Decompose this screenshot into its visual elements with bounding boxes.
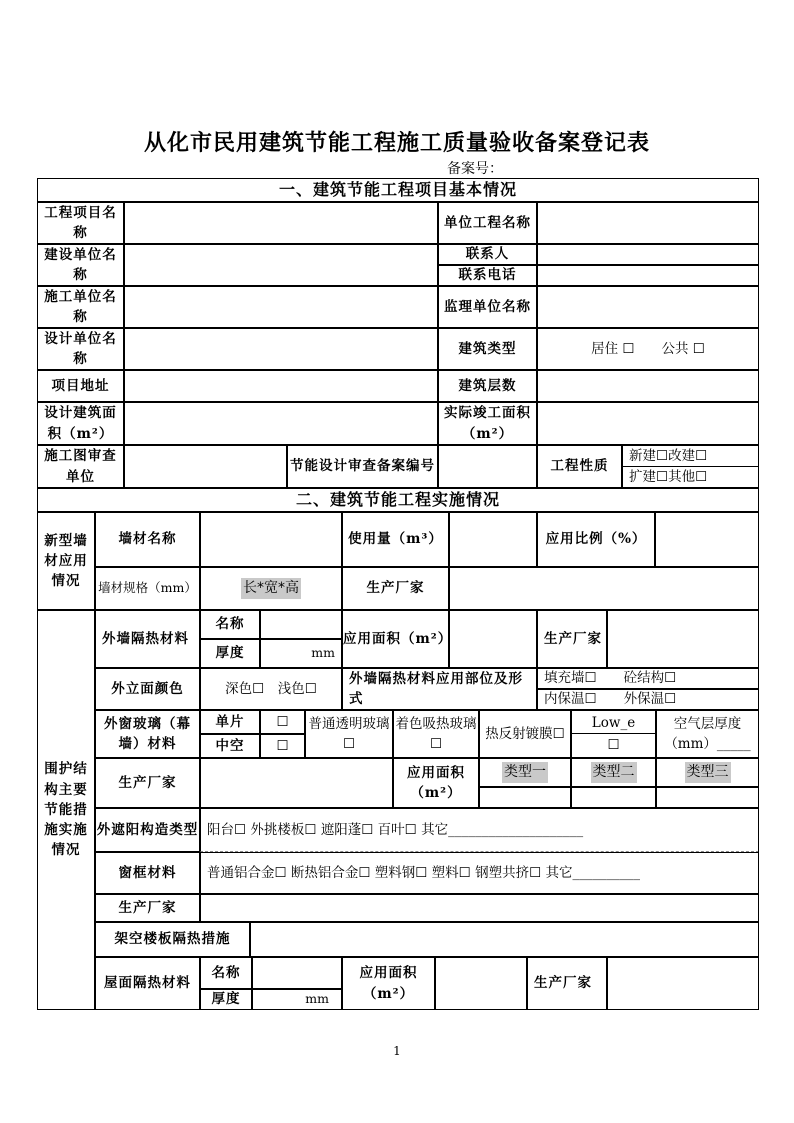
label-wall-name: 墙材名称 [95, 512, 200, 567]
label-build-unit: 建设单位名称 [37, 244, 124, 286]
field-drawing-review[interactable] [124, 445, 287, 488]
field-roof-thickness[interactable] [252, 989, 342, 1010]
field-type1-area[interactable] [479, 787, 571, 808]
field-type2-area[interactable] [571, 787, 656, 808]
field-glass-manufacturer[interactable] [200, 758, 393, 808]
label-project-nature: 工程性质 [537, 445, 622, 488]
label-building-type: 建筑类型 [438, 328, 537, 370]
air-gap-field[interactable]: 空气层厚度（mm）_____ [656, 710, 759, 758]
mm-unit: mm [311, 645, 335, 661]
label-project-name: 工程项目名称 [37, 202, 124, 244]
type1-label: 类型一 [502, 762, 548, 783]
label-actual-area: 实际竣工面积（m²） [438, 402, 537, 445]
label-insul-area: 应用面积（m²） [342, 610, 449, 668]
checkbox-hollow[interactable]: ☐ [260, 734, 305, 758]
building-type-options[interactable]: 居住 ☐ 公共 ☐ [537, 328, 759, 370]
field-wall-name[interactable] [200, 512, 342, 567]
field-contact[interactable] [537, 244, 759, 265]
label-insul-manufacturer: 生产厂家 [537, 610, 607, 668]
field-insul-name[interactable] [260, 610, 342, 639]
label-design-area: 设计建筑面积（m²） [37, 402, 124, 445]
label-usage: 使用量（m³） [342, 512, 449, 567]
label-design-unit: 设计单位名称 [37, 328, 124, 370]
label-roof-thickness: 厚度 [200, 989, 252, 1010]
label-roof-area: 应用面积（m²） [342, 957, 435, 1010]
field-construct-unit[interactable] [124, 286, 438, 328]
frame-options[interactable]: 普通铝合金☐ 断热铝合金☐ 塑料钢☐ 塑料☐ 钢塑共挤☐ 其它__________ [200, 852, 759, 894]
roof-mm-unit: mm [305, 991, 329, 1007]
field-insul-manufacturer[interactable] [607, 610, 759, 668]
label-contact: 联系人 [438, 244, 537, 265]
label-single: 单片 [200, 710, 260, 734]
field-insul-area[interactable] [449, 610, 537, 668]
field-phone[interactable] [537, 265, 759, 286]
label-glass-area: 应用面积（m²） [393, 758, 479, 808]
field-overhead[interactable] [250, 922, 759, 957]
nature-options-1[interactable]: 新建☐改建☐ [622, 445, 759, 467]
field-actual-area[interactable] [537, 402, 759, 445]
label-insul-position: 外墙隔热材料应用部位及形式 [342, 668, 537, 710]
field-insul-thickness[interactable] [260, 639, 342, 668]
field-design-unit[interactable] [124, 328, 438, 370]
field-roof-area[interactable] [435, 957, 527, 1010]
page-title: 从化市民用建筑节能工程施工质量验收备案登记表 [143, 130, 650, 156]
type3-header [656, 758, 759, 787]
field-project-name[interactable] [124, 202, 438, 244]
field-wall-manufacturer[interactable] [449, 567, 759, 610]
label-ratio: 应用比例（%） [537, 512, 655, 567]
position-options-2[interactable]: 内保温☐ 外保温☐ [537, 689, 759, 710]
label-supervise-unit: 监理单位名称 [438, 286, 537, 328]
section2-heading: 二、建筑节能工程实施情况 [37, 488, 759, 512]
type1-header [479, 758, 571, 787]
nature-options-2[interactable]: 扩建☐其他☐ [622, 466, 759, 488]
label-frame: 窗框材料 [95, 852, 200, 894]
glass-tinted-option[interactable]: 着色吸热玻璃 ☐ [393, 710, 479, 758]
field-ratio[interactable] [655, 512, 759, 567]
field-supervise-unit[interactable] [537, 286, 759, 328]
type2-header [571, 758, 656, 787]
type2-label: 类型二 [591, 762, 637, 783]
section1-heading: 一、建筑节能工程项目基本情况 [37, 178, 759, 202]
field-floors[interactable] [537, 370, 759, 402]
label-construct-unit: 施工单位名称 [37, 286, 124, 328]
field-frame-manufacturer[interactable] [200, 894, 759, 922]
checkbox-single[interactable]: ☐ [260, 710, 305, 734]
label-phone: 联系电话 [438, 265, 537, 286]
field-wall-spec[interactable] [200, 567, 342, 610]
label-floors: 建筑层数 [438, 370, 537, 402]
label-ext-insulation: 外墙隔热材料 [95, 610, 200, 668]
label-wall-manufacturer: 生产厂家 [342, 567, 449, 610]
field-address[interactable] [124, 370, 438, 402]
field-usage[interactable] [449, 512, 537, 567]
label-wall-group: 新型墙材应用情况 [37, 512, 95, 610]
label-roof-manufacturer: 生产厂家 [527, 957, 607, 1010]
label-roof-name: 名称 [200, 957, 252, 989]
glass-clear-option[interactable]: 普通透明玻璃 ☐ [305, 710, 393, 758]
label-overhead: 架空楼板隔热措施 [95, 922, 250, 957]
label-wall-spec: 墙材规格（mm） [95, 567, 200, 610]
label-drawing-review: 施工图审查单位 [37, 445, 124, 488]
page-number: 1 [393, 1044, 401, 1058]
position-options-1[interactable]: 填充墙☐ 砼结构☐ [537, 668, 759, 689]
label-glass-manufacturer: 生产厂家 [95, 758, 200, 808]
field-build-unit[interactable] [124, 244, 438, 286]
label-shading: 外遮阳构造类型 [95, 808, 200, 852]
field-roof-name[interactable] [252, 957, 342, 989]
facade-color-options[interactable]: 深色☐ 浅色☐ [200, 668, 342, 710]
wall-spec-value: 长*宽*高 [241, 578, 301, 599]
label-envelope-group: 围护结构主要节能措施实施情况 [37, 610, 95, 1010]
glass-reflective-option[interactable]: 热反射镀膜☐ [479, 710, 571, 758]
record-number-label: 备案号： [447, 161, 503, 177]
label-hollow: 中空 [200, 734, 260, 758]
label-frame-manufacturer: 生产厂家 [95, 894, 200, 922]
field-roof-manufacturer[interactable] [607, 957, 759, 1010]
field-design-area[interactable] [124, 402, 438, 445]
label-roof-insulation: 屋面隔热材料 [95, 957, 200, 1010]
label-unit-name: 单位工程名称 [438, 202, 537, 244]
field-type3-area[interactable] [656, 787, 759, 808]
field-unit-name[interactable] [537, 202, 759, 244]
type3-label: 类型三 [685, 762, 731, 783]
label-glass: 外窗玻璃（幕墙）材料 [95, 710, 200, 758]
label-insul-thickness: 厚度 [200, 639, 260, 668]
label-energy-review: 节能设计审查备案编号 [287, 445, 438, 488]
label-facade-color: 外立面颜色 [95, 668, 200, 710]
checkbox-lowe[interactable]: ☐ [571, 734, 656, 758]
field-energy-review[interactable] [438, 445, 537, 488]
label-insul-name: 名称 [200, 610, 260, 639]
label-address: 项目地址 [37, 370, 124, 402]
shading-options[interactable]: 阳台☐ 外挑楼板☐ 遮阳蓬☐ 百叶☐ 其它____________________ [200, 808, 759, 852]
glass-lowe-label: Low_e [571, 710, 656, 734]
